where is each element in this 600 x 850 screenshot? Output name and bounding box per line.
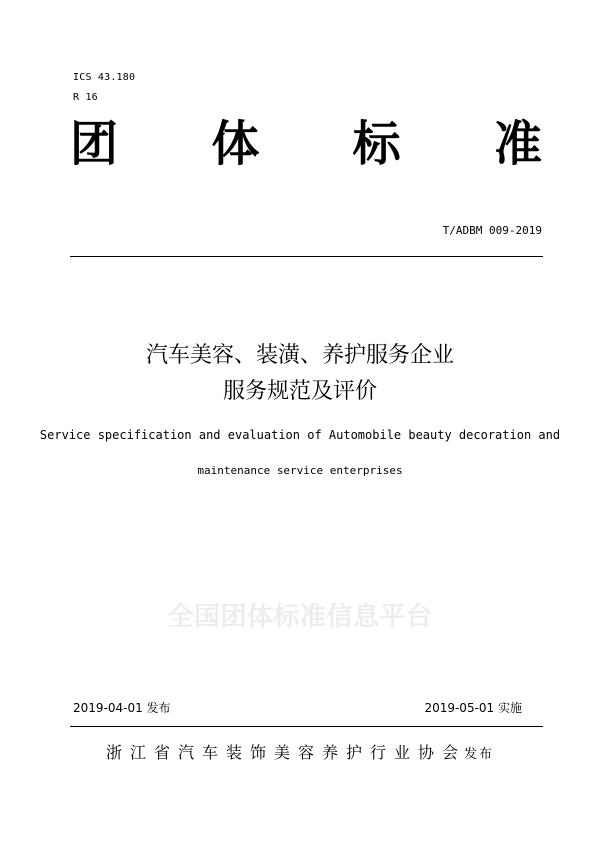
publisher-name: 浙江省汽车装饰美容养护行业协会 bbox=[105, 743, 466, 762]
publisher-suffix: 发布 bbox=[464, 747, 495, 762]
standard-type-char: 标 bbox=[352, 116, 401, 172]
title-chinese-line-1: 汽车美容、装潢、养护服务企业 bbox=[145, 343, 454, 368]
issue-date: 2019-04-01 发布 bbox=[73, 701, 171, 715]
title-chinese-line-2: 服务规范及评价 bbox=[222, 379, 377, 404]
ccs-code: R 16 bbox=[73, 92, 98, 103]
top-divider bbox=[70, 256, 543, 257]
watermark: 全国团体标准信息平台 bbox=[167, 602, 433, 632]
title-english-line-2: maintenance service enterprises bbox=[197, 464, 403, 477]
standard-number: T/ADBM 009-2019 bbox=[442, 224, 542, 237]
standard-type-heading bbox=[70, 116, 542, 172]
bottom-divider bbox=[70, 726, 543, 727]
standard-type-char: 准 bbox=[493, 116, 542, 172]
publisher-line bbox=[0, 740, 600, 763]
ics-code: ICS 43.180 bbox=[73, 72, 136, 83]
implementation-date: 2019-05-01 实施 bbox=[424, 701, 522, 715]
standard-type-char: 体 bbox=[211, 116, 260, 172]
title-english-line-1: Service specification and evaluation of Automobile beauty decoration and bbox=[39, 428, 561, 442]
standard-type-char: 团 bbox=[70, 116, 119, 172]
